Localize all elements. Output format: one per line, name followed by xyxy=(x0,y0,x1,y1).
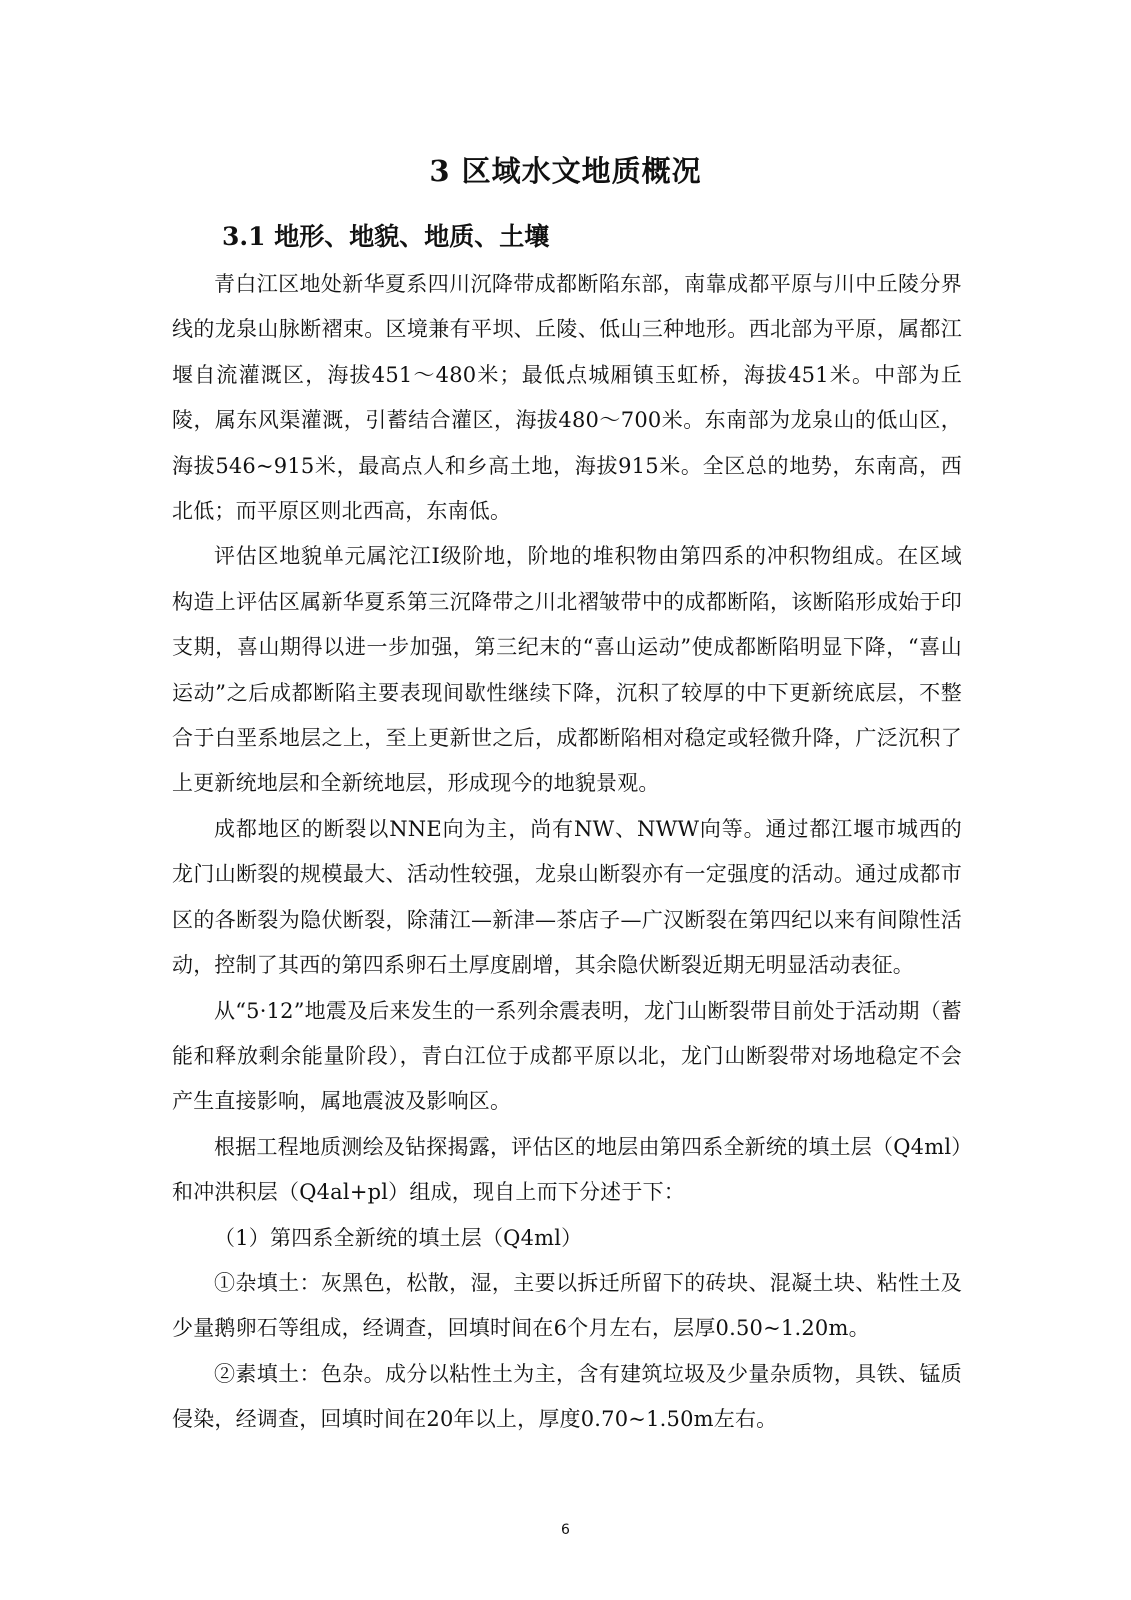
section-title: 3.1 地形、地貌、地质、土壤 xyxy=(222,222,550,251)
body-text xyxy=(172,262,962,1443)
paragraph-miscellaneous-fill: ①杂填土：灰黑色，松散，湿，主要以拆迁所留下的砖块、混凝土块、粘性土及少量鹅卵石等组成，经调查，回填时间在6个月左右，层厚0.50~1.20m。 xyxy=(172,1270,962,1341)
page-number: 6 xyxy=(561,1522,570,1538)
paragraph-plain-fill: ②素填土：色杂。成分以粘性土为主，含有建筑垃圾及少量杂质物，具铁、锰质侵染，经调查，回填时间在20年以上，厚度0.70~1.50m左右。 xyxy=(172,1361,962,1432)
paragraph-fill-layer-heading: （1）第四系全新统的填土层（Q4ml） xyxy=(214,1225,583,1250)
paragraph-geomorphology: 评估区地貌单元属沱江Ⅰ级阶地，阶地的堆积物由第四系的冲积物组成。在区域构造上评估区属新华夏系第三沉降带之川北褶皱带中的成都断陷，该断陷形成始于印支期，喜山期得以进一步加强，第三纪末的“喜山运动”使成都断陷明显下降，“喜山运动”之后成都断陷主要表现间歇性继续下降，沉积了较厚的中下更新统底层，不整合于白垩系地层之上，至上更新世之后，成都断陷相对稳定或轻微升降，广泛沉积了上更新统地层和全新统地层，形成现今的地貌景观。 xyxy=(172,544,962,796)
chapter-title: 3 区域水文地质概况 xyxy=(429,154,702,188)
paragraph-terrain: 青白江区地处新华夏系四川沉降带成都断陷东部，南靠成都平原与川中丘陵分界线的龙泉山脉断褶束。区境兼有平坝、丘陵、低山三种地形。西北部为平原，属都江堰自流灌溉区，海拔451～480米；最低点城厢镇玉虹桥，海拔451米。中部为丘陵，属东风渠灌溉，引蓄结合灌区，海拔480～700米。东南部为龙泉山的低山区，海拔546~915米，最高点人和乡高土地，海拔915米。全区总的地势，东南高，西北低；而平原区则北西高，东南低。 xyxy=(172,272,962,524)
paragraph-earthquake: 从“5·12”地震及后来发生的一系列余震表明，龙门山断裂带目前处于活动期（蓄能和释放剩余能量阶段），青白江位于成都平原以北，龙门山断裂带对场地稳定不会产生直接影响，属地震波及影响区。 xyxy=(172,998,962,1114)
paragraph-faults: 成都地区的断裂以NNE向为主，尚有NW、NWW向等。通过都江堰市城西的龙门山断裂的规模最大、活动性较强，龙泉山断裂亦有一定强度的活动。通过成都市区的各断裂为隐伏断裂，除蒲江—新津—茶店子—广汉断裂在第四纪以来有间隙性活动，控制了其西的第四系卵石土厚度剧增，其余隐伏断裂近期无明显活动表征。 xyxy=(172,816,962,978)
paragraph-strata: 根据工程地质测绘及钻探揭露，评估区的地层由第四系全新统的填土层（Q4ml）和冲洪积层（Q4al+pl）组成，现自上而下分述于下： xyxy=(172,1134,962,1205)
